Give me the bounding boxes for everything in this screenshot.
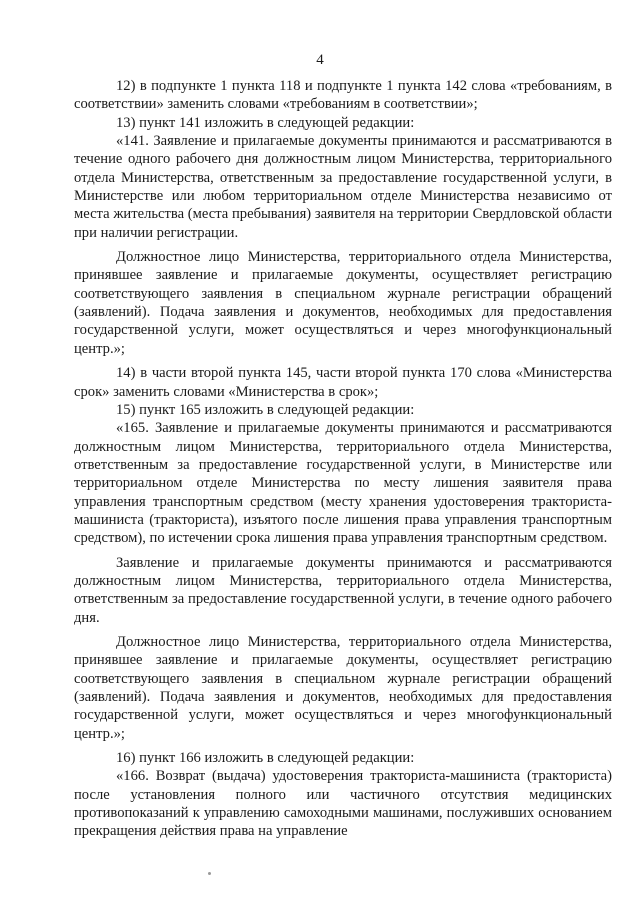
paragraph-item-13: 13) пункт 141 изложить в следующей редакции: (116, 114, 415, 131)
paragraph-item-15: 15) пункт 165 изложить в следующей редакции: (116, 401, 415, 418)
paragraph-item-12: 12) в подпункте 1 пункта 118 и подпункте 1 пункта 142 слова «требованиям, в соответствии» заменить словами «требованиям в соответствии»; (74, 78, 612, 113)
paragraph-141-quote-2: Должностное лицо Министерства, территориального отдела Министерства, принявшее заявление и прилагаемые документы, осуществляет регистрацию соответствующего заявления в специальном журнале регистрации обращений (заявлений). Подача заявления и документов, необходимых для предоставления государственной услуги, может осуществляться и через многофункциональный центр.»; (74, 249, 612, 357)
paragraph-165-quote-3: Должностное лицо Министерства, территориального отдела Министерства, принявшее заявление и прилагаемые документы, осуществляет регистрацию соответствующего заявления в специальном журнале регистрации обращений (заявлений). Подача заявления и документов, необходимых для предоставления государственной услуги, может осуществляться и через многофункциональный центр.»; (74, 633, 612, 742)
paragraph-165-quote-1: «165. Заявление и прилагаемые документы принимаются и рассматриваются должностным лицом Министерства, территориального отдела Министерства, ответственным за предоставление государственной услуги, в Министерстве или территориальном отделе Министерства по месту лишения заявителя права управления транспортным средством (месту хранения удостоверения тракториста-машиниста (тракториста), изъятого после лишения права управления транспортным средством), по истечении срока лишения права управления транспортным средством. (74, 420, 612, 547)
document-body (74, 77, 612, 841)
scan-speck (208, 872, 211, 875)
page-number: 4 (316, 52, 324, 68)
paragraph-item-16: 16) пункт 166 изложить в следующей редакции: (116, 750, 415, 767)
paragraph-166-quote-1: «166. Возврат (выдача) удостоверения тракториста-машиниста (тракториста) после установления полного или частичного отсутствия медицинских противопоказаний к управлению самоходными машинами, послуживших основанием прекращения действия права на управление (74, 768, 612, 840)
paragraph-165-quote-2: Заявление и прилагаемые документы принимаются и рассматриваются должностным лицом Министерства, территориального отдела Министерства, ответственным за предоставление государственной услуги, в течение одного рабочего дня. (74, 554, 612, 626)
paragraph-141-quote-1: «141. Заявление и прилагаемые документы принимаются и рассматриваются в течение одного рабочего дня должностным лицом Министерства, территориального отдела Министерства, ответственным за предоставление государственной услуги, в Министерстве или любом территориальном отделе Министерства независимо от места жительства (места пребывания) заявителя на территории Свердловской области при наличии регистрации. (74, 133, 612, 241)
paragraph-item-14: 14) в части второй пункта 145, части второй пункта 170 слова «Министерства срок» заменить словами «Министерства в срок»; (74, 365, 612, 400)
